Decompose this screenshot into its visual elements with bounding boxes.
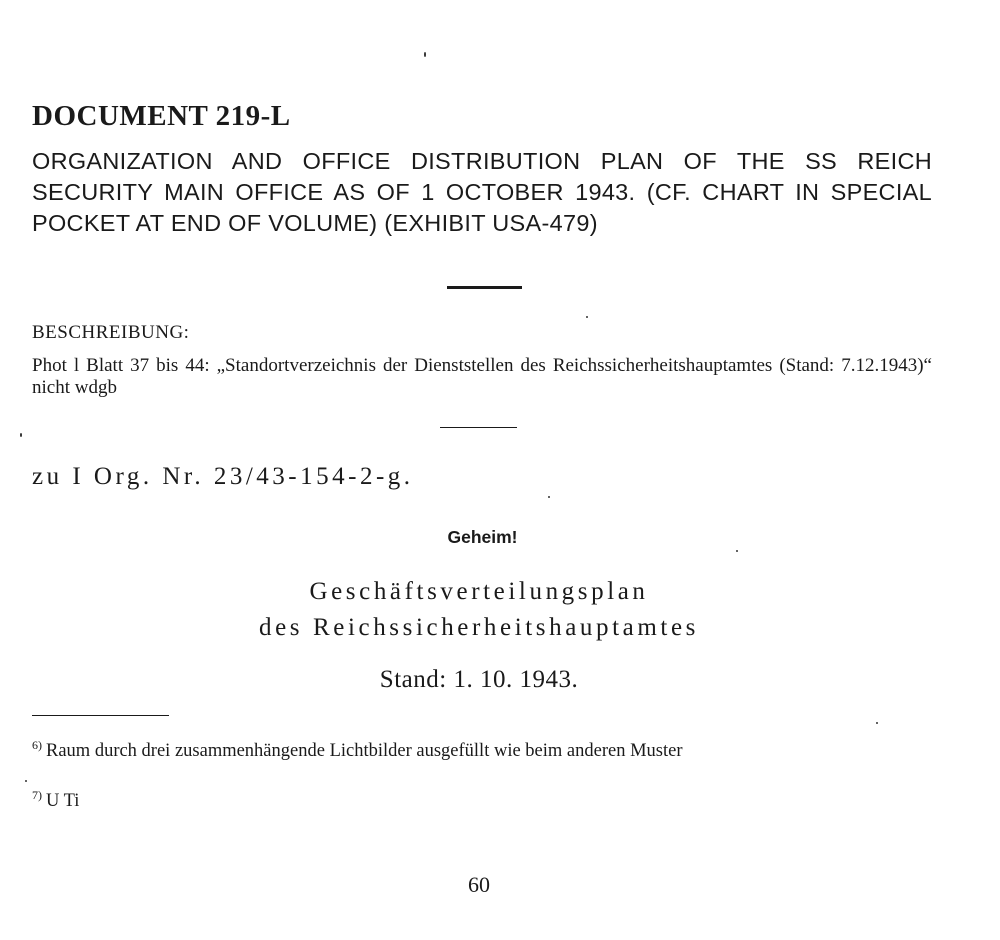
- plan-title-line1: Geschäftsverteilungsplan: [309, 578, 649, 605]
- footnote-text: Raum durch drei zusammenhängende Lichtbilder ausgefüllt wie beim anderen Muster: [46, 741, 683, 762]
- document-title: DOCUMENT 219-L: [32, 100, 291, 132]
- footnote-mark: 7): [32, 788, 42, 802]
- scan-speck: [424, 52, 426, 57]
- classification-mark: Geheim!: [447, 527, 518, 547]
- document-subtitle: ORGANIZATION AND OFFICE DISTRIBUTION PLAN OF THE SS REICH SECURITY MAIN OFFICE AS OF 1 OCTOBER 1943. (CF. CHART IN SPECIAL POCKET AT END OF VOLUME) (EXHIBIT USA-479): [32, 148, 932, 236]
- section-divider-thin: [440, 427, 517, 428]
- scan-speck: [736, 550, 738, 552]
- footnote-mark: 6): [32, 738, 42, 752]
- scan-speck: [25, 780, 27, 782]
- scan-speck: [586, 316, 588, 318]
- plan-title-line2: des Reichssicherheitshauptamtes: [259, 614, 699, 641]
- footnote-7: [32, 785, 937, 811]
- description-text: Phot l Blatt 37 bis 44: „Standortverzeichnis der Dienststellen des Reichssicherheitshauptamtes (Stand: 7.12.1943)“ nicht wdgb: [32, 355, 932, 398]
- scan-speck: [20, 433, 22, 437]
- plan-date: Stand: 1. 10. 1943.: [379, 666, 579, 693]
- description-label: BESCHREIBUNG:: [32, 322, 190, 343]
- footnote-text: U Ti: [46, 791, 80, 812]
- reference-number: zu I Org. Nr. 23/43-154-2-g.: [32, 463, 414, 490]
- section-divider-thick: [447, 286, 522, 289]
- scan-speck: [876, 722, 878, 724]
- footnote-rule: [32, 715, 169, 716]
- scan-speck: [548, 496, 550, 498]
- page-number: 60: [468, 872, 490, 897]
- footnote-6: [32, 735, 937, 761]
